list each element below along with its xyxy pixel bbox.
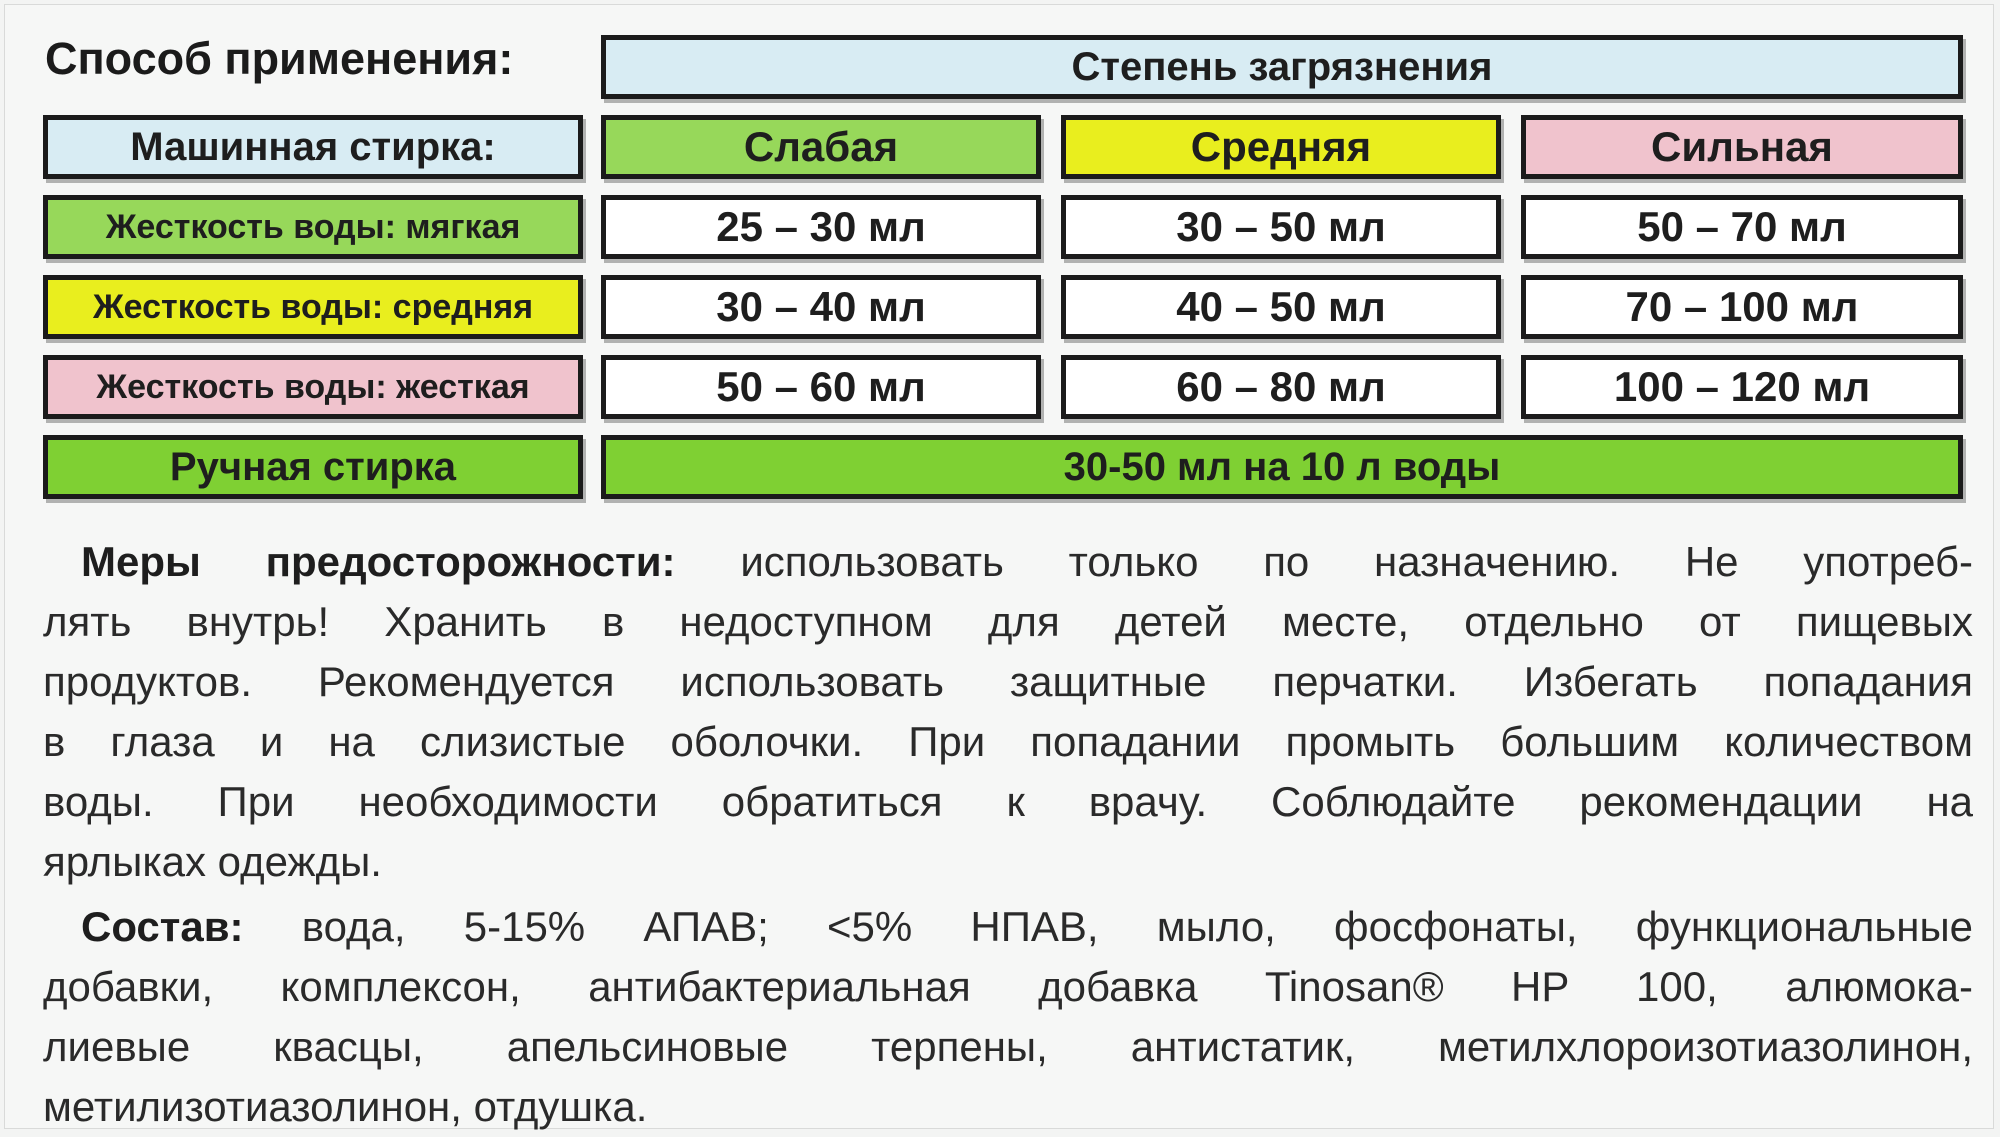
water-hardness-hard: Жесткость воды: жесткая <box>43 355 583 419</box>
level-heavy: Сильная <box>1521 115 1963 179</box>
level-light: Слабая <box>601 115 1041 179</box>
dose-hard-light: 50 – 60 мл <box>601 355 1041 419</box>
composition-line: метилизотиазолинон, отдушка. <box>43 1083 648 1130</box>
precautions-line: Меры предосторожности: использовать только по назначению. Не употреб- <box>81 538 1974 585</box>
composition-line: лиевые квасцы, апельсиновые терпены, антистатик, метилхлороизотиазолинон, <box>43 1023 1973 1070</box>
dose-medium-medium: 40 – 50 мл <box>1061 275 1501 339</box>
composition-line: добавки, комплексон, антибактериальная добавка Tinosan® HP 100, алюмока- <box>43 963 1973 1010</box>
hand-wash-dose: 30-50 мл на 10 л воды <box>601 435 1963 499</box>
dose-hard-medium: 60 – 80 мл <box>1061 355 1501 419</box>
dose-soft-heavy: 50 – 70 мл <box>1521 195 1963 259</box>
water-hardness-soft: Жесткость воды: мягкая <box>43 195 583 259</box>
usage-method-title: Способ применения: <box>45 33 514 84</box>
dose-soft-light: 25 – 30 мл <box>601 195 1041 259</box>
dose-medium-light: 30 – 40 мл <box>601 275 1041 339</box>
composition-title: Состав: <box>81 903 244 950</box>
level-medium: Средняя <box>1061 115 1501 179</box>
dose-hard-heavy: 100 – 120 мл <box>1521 355 1963 419</box>
precautions-line: ярлыках одежды. <box>43 838 382 885</box>
label-panel <box>4 4 1994 1129</box>
dose-medium-heavy: 70 – 100 мл <box>1521 275 1963 339</box>
dose-soft-medium: 30 – 50 мл <box>1061 195 1501 259</box>
composition-block <box>43 897 1973 1137</box>
soil-level-header: Степень загрязнения <box>601 35 1963 99</box>
water-hardness-medium: Жесткость воды: средняя <box>43 275 583 339</box>
machine-wash-label: Машинная стирка: <box>43 115 583 179</box>
precautions-line: лять внутрь! Хранить в недоступном для детей месте, отдельно от пищевых <box>43 598 1973 645</box>
precautions-line: воды. При необходимости обратиться к врачу. Соблюдайте рекомендации на <box>43 778 1973 825</box>
precautions-line: продуктов. Рекомендуется использовать защитные перчатки. Избегать попадания <box>43 658 1973 705</box>
precautions-line: в глаза и на слизистые оболочки. При попадании промыть большим количеством <box>43 718 1973 765</box>
composition-line: Состав: вода, 5-15% АПАВ; <5% НПАВ, мыло, фосфонаты, функциональные <box>81 903 1973 950</box>
precautions-title: Меры предосторожности: <box>81 538 676 585</box>
precautions-block <box>43 532 1973 892</box>
hand-wash-label: Ручная стирка <box>43 435 583 499</box>
